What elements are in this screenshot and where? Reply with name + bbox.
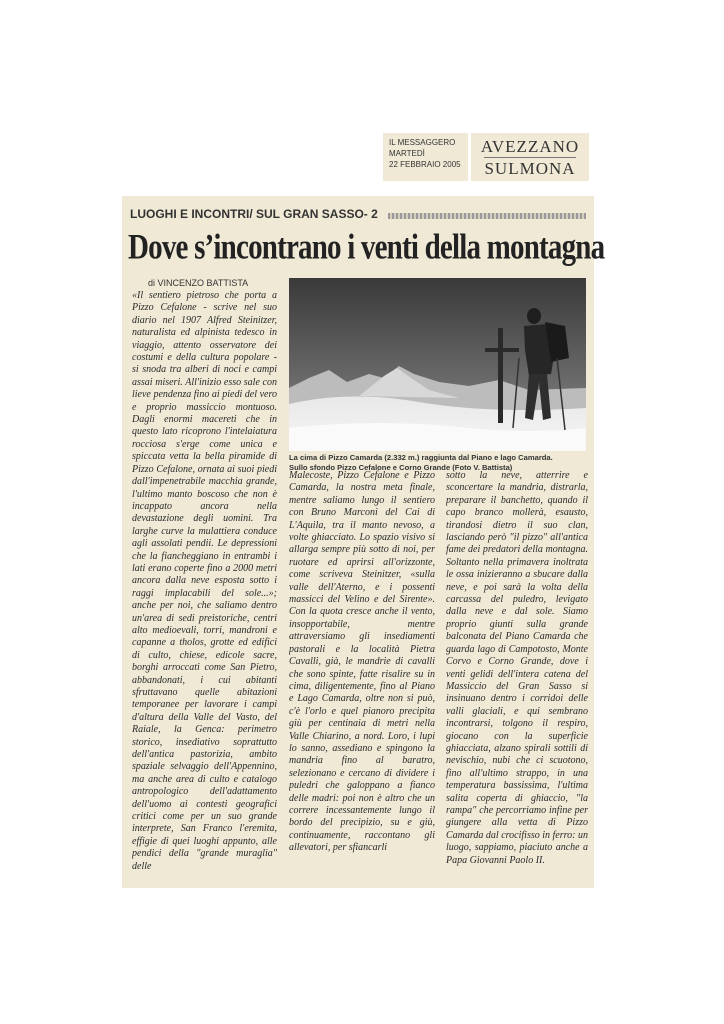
newspaper-name: IL MESSAGGERO [389,138,456,147]
kicker-rule [388,213,586,219]
newspaper-source [383,133,468,181]
edition-box [471,133,589,181]
photo-caption-line-1: La cima di Pizzo Camarda (2.332 m.) raggiunta dal Piano e lago Camarda. [289,453,553,462]
summit-photo-image [289,278,586,451]
publication-date: 22 FEBBRAIO 2005 [389,160,461,169]
article-column-1: «Il sentiero pietroso che porta a Pizzo Cefalone - scrive nel suo diario nel 1907 Alfred Steinitzer, naturalista ed alpinista tedesco in viaggio, attento osservatore dei costumi e della cultura popolare - si snoda tra alberi di noci e campi assai miseri. All'inizio esso sale con lieve pendenza fino ai piedi del vero e proprio massiccio montuoso. Dagli enormi macereti che in questo lato ricoprono l'intelaiatura rocciosa s'erge come unica e spiccata vetta la bella piramide di Pizzo Cefalone, ornata ai suoi piedi dall'impenetrabile macchia grande, l'ultimo manto boscoso che non è incappato ancora nella devastazione degli uomini. Tra larghe curve la mulattiera conduce agli assolati pendii. Le depressioni che la fiancheggiano in entrambi i lati erano coperte fino a 2000 metri ancora dalla neve esposta sotto i raggi implacabili del sole...»; anche per noi, che saliamo dentro un'area di sedi preistoriche, centri alto medioevali, torri, mandroni e capanne a tholos, grotte ed edifici di culto, chiese, edicole sacre, borghi arroccati come San Pietro, abbandonati, i cui abitanti sfruttavano quelle abitazioni temporanee per lavorare i campi d'altura della Valle del Vasto, del Raiale, la Genca: perimetro storico, insediativo soprattutto dell'antica pastorizia, ambito spaziale selvaggio dell'Appennino, ma anche area di culto e catalogo antropologico dell'adattamento dell'uomo ai contesti geografici critici come per un suo grande interprete, San Franco l'eremita, effigie di quei luoghi appunto, alle pendici della "grande muraglia" delle [132,290,277,872]
article-byline: di VINCENZO BATTISTA [148,278,249,288]
article-headline: Dove s’incontrano i venti della montagna [128,227,605,268]
edition-line-1: AVEZZANO [480,137,580,156]
article-column-2: Malecoste, Pizzo Cefalone e Pizzo Camarda, la nostra meta finale, mentre saliamo lungo il sentiero con Bruno Marconi del Cai di L'Aquila, tra il manto nevoso, a volte ghiacciato. Lo spazio visivo si allarga sempre più sotto di noi, per ruotare ed aprirsi all'orizzonte, come scriveva Steinitzer, «sulla valle dell'Aterno, e i possenti massicci del Velino e del Sirente». Con la quota cresce anche il vento, insopportabile, mentre attraversiamo gli insediamenti pastorali e la località Pietra Cavalli, già, le mandrie di cavalli che sono spinte, fatte risalire su in cima, diligentemente, fino al Piano e Lago Camarda, oltre non si può, c'è l'orlo e quel pianoro precipita giù per centinaia di metri nella Valle Chiarino, a nord. Loro, i lupi lo sanno, assediano e spingono la mandria fino al baratro, selezionano e cercano di dividere i puledri che galoppano a fianco delle madri: poi non è altro che un correre incessantemente lungo il bordo del precipizio, su e giù, continuamente, raccontano gli allevatori, per sfiancarli [289,470,435,854]
photo-caption-line-2: Sullo sfondo Pizzo Cefalone e Corno Grande (Foto V. Battista) [289,462,513,472]
publication-weekday: MARTEDÌ [389,149,425,158]
edition-line-2: SULMONA [484,159,576,178]
article-kicker: LUOGHI E INCONTRI/ SUL GRAN SASSO- 2 [130,207,378,221]
article-column-3: sotto la neve, atterrire e sconcertare la mandria, distrarla, preparare il banchetto, quando il capo branco mollerà, esausto, tirandosi dietro il suo clan, lasciando però "il pizzo" all'antica fame dei predatori della montagna. Soltanto nella primavera inoltrata le ossa inizieranno a sbucare dalla neve, e poi sarà la volta della carcassa del puledro, levigato dalla neve e dal sole. Siamo proprio giunti sulla grande balconata del Piano Camarda che guarda lago di Campotosto, Monte Corvo e Corno Grande, dove i venti gelidi dell'intera catena del Massiccio del Gran Sasso si insinuano dentro i corridoi delle valli glaciali, e qui sembrano incontrarsi, tolgono il respiro, giocano con la superficie ghiacciata, alzano spirali sottili di nevischio, nubi che ci scuotono, fino all'ultimo strappo, in una temperatura bassissima, l'ultima salita coperta di ghiaccio, "la rampa" che percorriamo infine per giungere alla vetta di Pizzo Camarda dal crocifisso in ferro: un luogo, sappiamo, piaciuto anche a Papa Giovanni Paolo II. [446,470,588,866]
summit-photo [289,278,586,451]
